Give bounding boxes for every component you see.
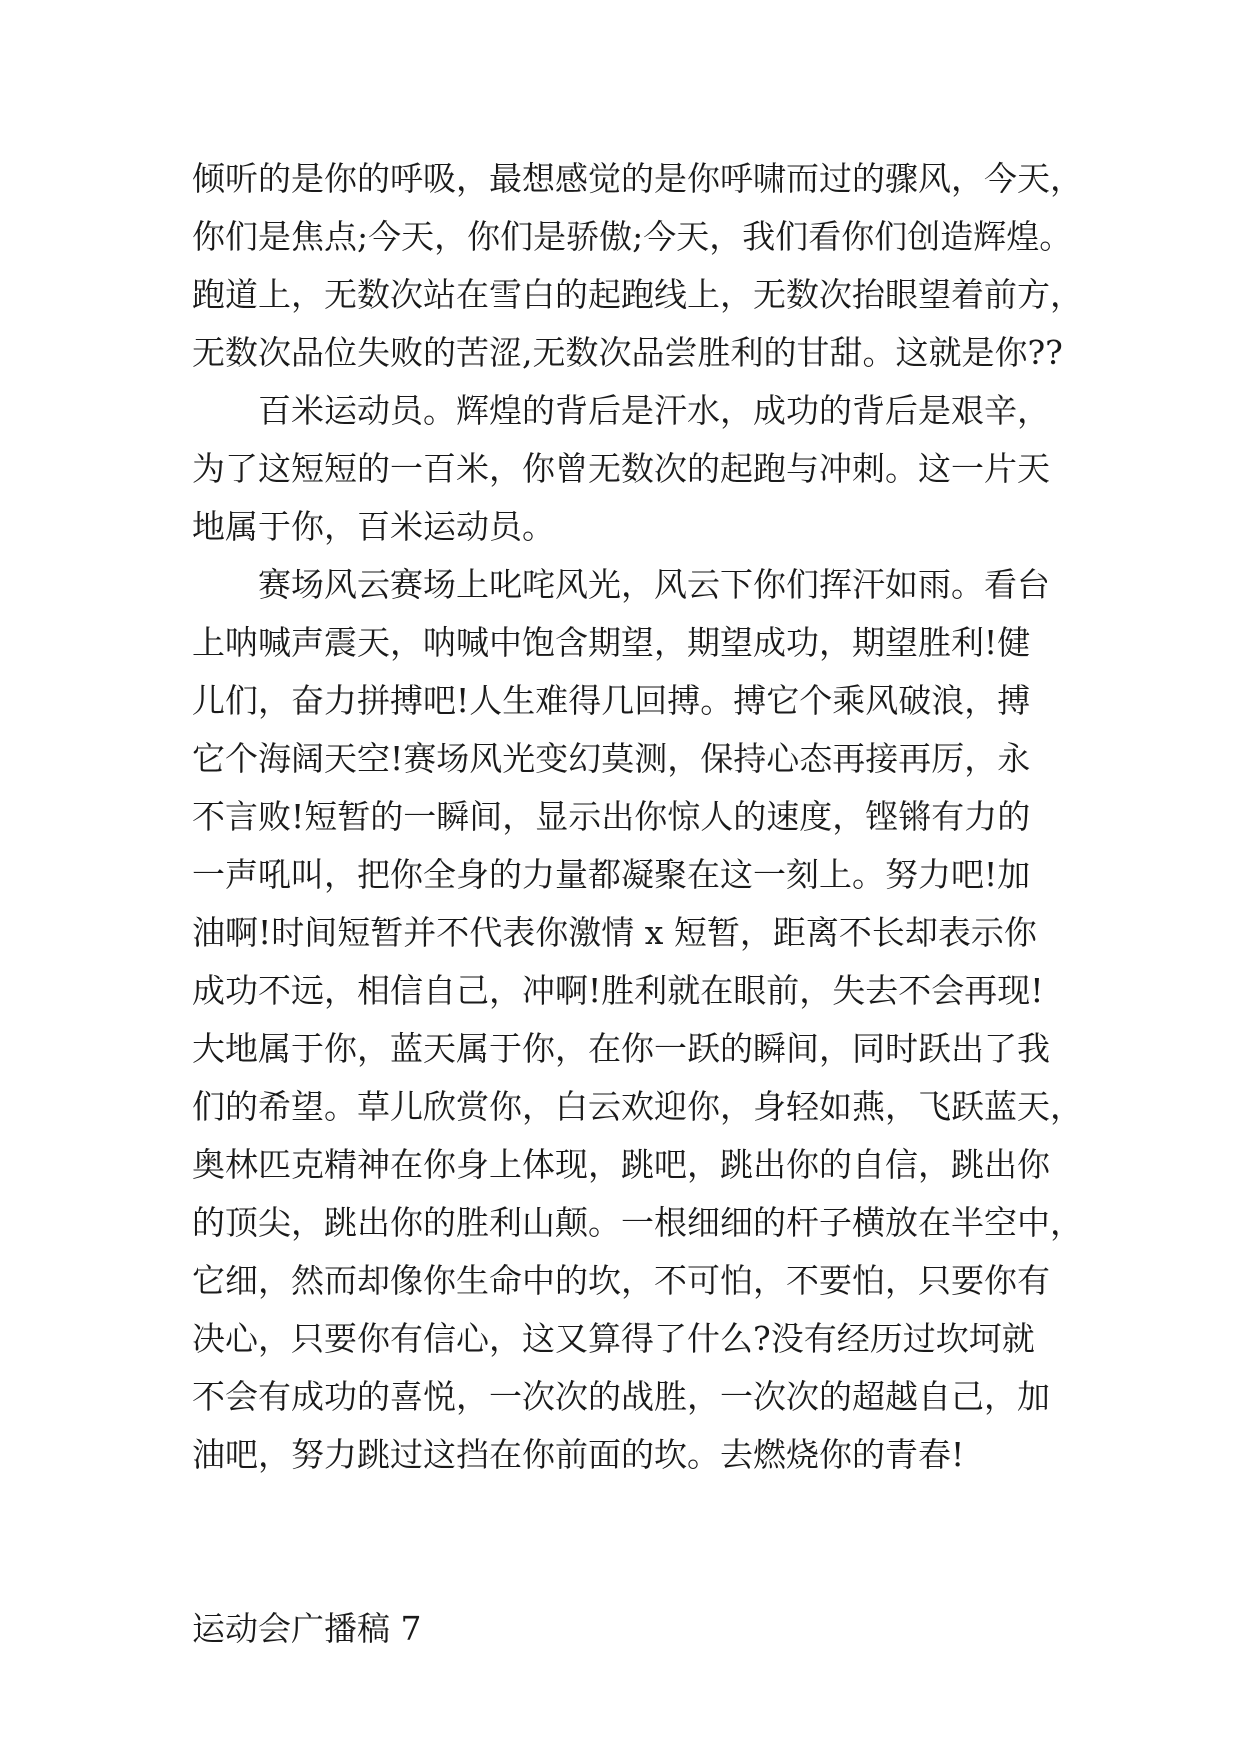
text-line: 奥林匹克精神在你身上体现，跳吧，跳出你的自信，跳出你 <box>192 1145 1050 1184</box>
paragraph-1 <box>192 150 1083 382</box>
text-line: 你们是焦点;今天，你们是骄傲;今天，我们看你们创造辉煌。 <box>192 217 1073 256</box>
text-line: 跑道上，无数次站在雪白的起跑线上，无数次抬眼望着前方， <box>192 275 1083 314</box>
text-line: 地属于你，百米运动员。 <box>192 507 555 546</box>
text-line: 它细，然而却像你生命中的坎，不可怕，不要怕，只要你有 <box>192 1261 1050 1300</box>
text-line: 赛场风云赛场上叱咤风光，风云下你们挥汗如雨。看台 <box>258 565 1050 604</box>
text-line: 上呐喊声震天，呐喊中饱含期望，期望成功，期望胜利!健 <box>192 623 1031 662</box>
text-line: 的顶尖，跳出你的胜利山颠。一根细细的杆子横放在半空中， <box>192 1203 1083 1242</box>
text-line: 一声吼叫，把你全身的力量都凝聚在这一刻上。努力吧!加 <box>192 855 1031 894</box>
text-line: 们的希望。草儿欣赏你，白云欢迎你，身轻如燕，飞跃蓝天， <box>192 1087 1083 1126</box>
text-line: 儿们，奋力拼搏吧!人生难得几回搏。搏它个乘风破浪，搏 <box>192 681 1031 720</box>
text-line: 为了这短短的一百米，你曾无数次的起跑与冲刺。这一片天 <box>192 449 1050 488</box>
text-line: 无数次品位失败的苦涩,无数次品尝胜利的甘甜。这就是你?? <box>192 333 1063 372</box>
text-line: 油吧，努力跳过这挡在你前面的坎。去燃烧你的青春! <box>192 1435 965 1474</box>
text-line: 不会有成功的喜悦，一次次的战胜，一次次的超越自己，加 <box>192 1377 1050 1416</box>
text-line <box>192 1542 1052 1600</box>
text-line: 它个海阔天空!赛场风光变幻莫测，保持心态再接再厉，永 <box>192 739 1031 778</box>
text-line: 大地属于你，蓝天属于你，在你一跃的瞬间，同时跃出了我 <box>192 1029 1050 1068</box>
paragraph-3 <box>192 556 1083 1600</box>
text-line: 倾听的是你的呼吸，最想感觉的是你呼啸而过的骤风，今天， <box>192 159 1083 198</box>
text-line: 百米运动员。辉煌的背后是汗水，成功的背后是艰辛， <box>258 391 1050 430</box>
text-line <box>192 1484 1052 1542</box>
text-line: 油啊!时间短暂并不代表你激情 x 短暂，距离不长却表示你 <box>192 913 1037 952</box>
paragraph-2 <box>192 382 1052 556</box>
text-line: 成功不远，相信自己，冲啊!胜利就在眼前，失去不会再现! <box>192 971 1044 1010</box>
text-line: 不言败!短暂的一瞬间，显示出你惊人的速度，铿锵有力的 <box>192 797 1031 836</box>
text-line: 决心，只要你有信心，这又算得了什么?没有经历过坎坷就 <box>192 1319 1035 1358</box>
document-body <box>192 150 1083 1658</box>
section-heading: 运动会广播稿 7 <box>192 1609 422 1648</box>
